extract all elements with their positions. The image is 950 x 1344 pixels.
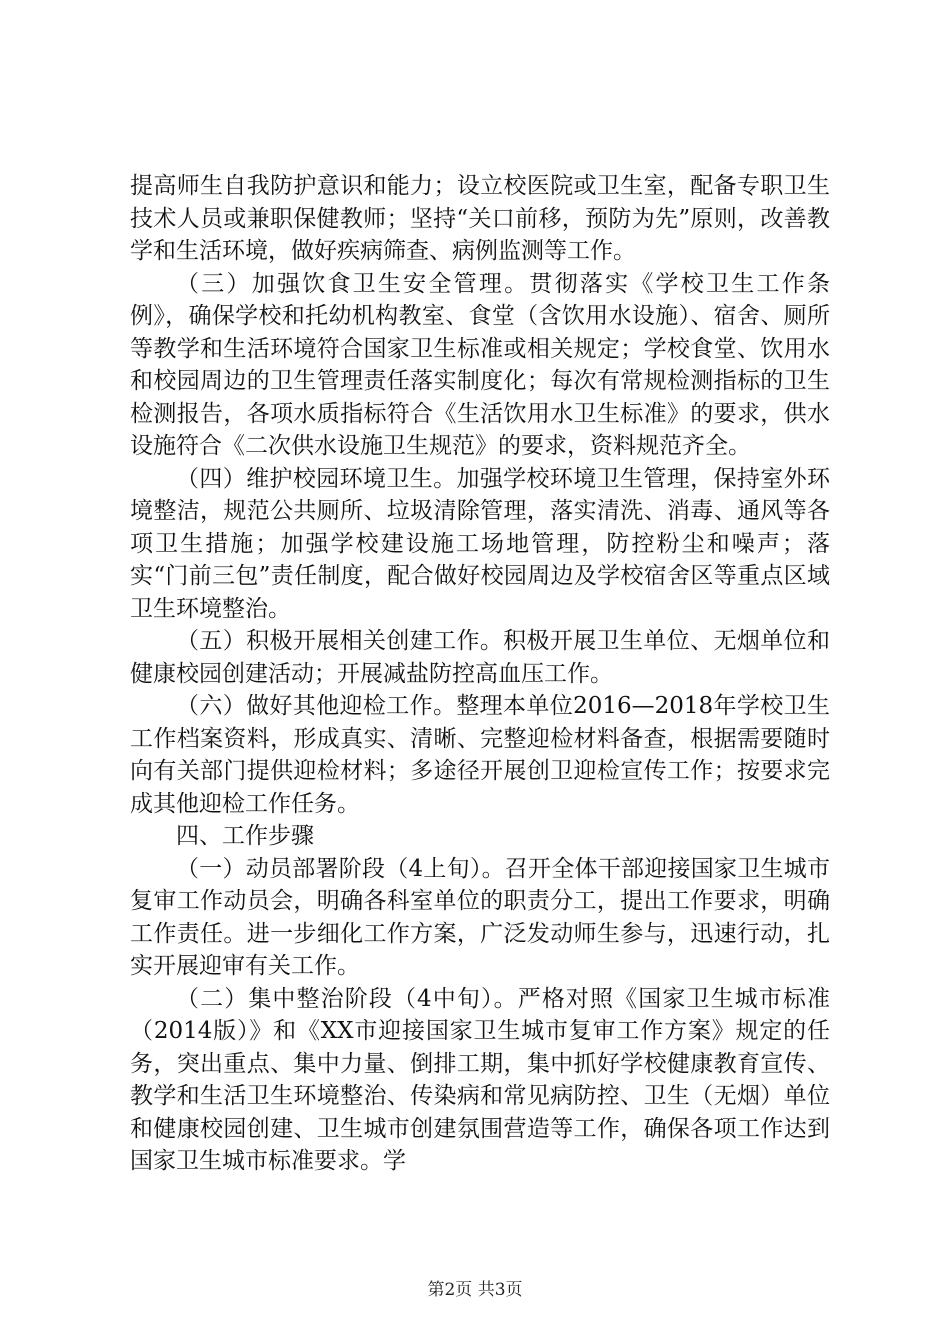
paragraph-continuation: 提高师生自我防护意识和能力；设立校医院或卫生室，配备专职卫生技术人员或兼职保健教师；坚持“关口前移，预防为先”原则，改善教学和生活环境，做好疾病筛查、病例监测等工作。: [130, 173, 830, 264]
paragraph-other-inspection: （六）做好其他迎检工作。整理本单位2016—2018年学校卫生工作档案资料，形成真实、清晰、完整迎检材料备查，根据需要随时向有关部门提供迎检材料；多途径开展创卫迎检宣传工作；按要求完成其他迎检工作任务。: [130, 693, 830, 817]
paragraph-campus-environment: （四）维护校园环境卫生。加强学校环境卫生管理，保持室外环境整洁，规范公共厕所、垃圾清除管理，落实清洗、消毒、通风等各项卫生措施；加强学校建设施工场地管理，防控粉尘和噪声；落实“门前三包”责任制度，配合做好校园周边及学校宿舍区等重点区域卫生环境整治。: [130, 465, 830, 622]
document-body: [130, 170, 830, 1178]
section-heading-work-steps: 四、工作步骤: [176, 823, 314, 849]
page-number-footer: 第2页 共3页: [427, 1280, 523, 1300]
paragraph-food-safety: （三）加强饮食卫生安全管理。贯彻落实《学校卫生工作条例》，确保学校和托幼机构教室、食堂（含饮用水设施）、宿舍、厕所等教学和生活环境符合国家卫生标准或相关规定；学校食堂、饮用水和校园周边的卫生管理责任落实制度化；每次有常规检测指标的卫生检测报告，各项水质指标符合《生活饮用水卫生标准》的要求，供水设施符合《二次供水设施卫生规范》的要求，资料规范齐全。: [130, 270, 830, 459]
paragraph-rectification-stage: （二）集中整治阶段（4中旬）。严格对照《国家卫生城市标准（2014版）》和《XX市迎接国家卫生城市复审工作方案》规定的任务，突出重点、集中力量、倒排工期，集中抓好学校健康教育宣传、教学和生活卫生环境整治、传染病和常见病防控、卫生（无烟）单位和健康校园创建、卫生城市创建氛围营造等工作，确保各项工作达到国家卫生城市标准要求。学: [130, 985, 830, 1174]
paragraph-mobilization-stage: （一）动员部署阶段（4上旬）。召开全体干部迎接国家卫生城市复审工作动员会，明确各科室单位的职责分工，提出工作要求，明确工作责任。进一步细化工作方案，广泛发动师生参与，迅速行动，扎实开展迎审有关工作。: [130, 855, 830, 979]
paragraph-creation-work: （五）积极开展相关创建工作。积极开展卫生单位、无烟单位和健康校园创建活动；开展减盐防控高血压工作。: [130, 628, 830, 687]
